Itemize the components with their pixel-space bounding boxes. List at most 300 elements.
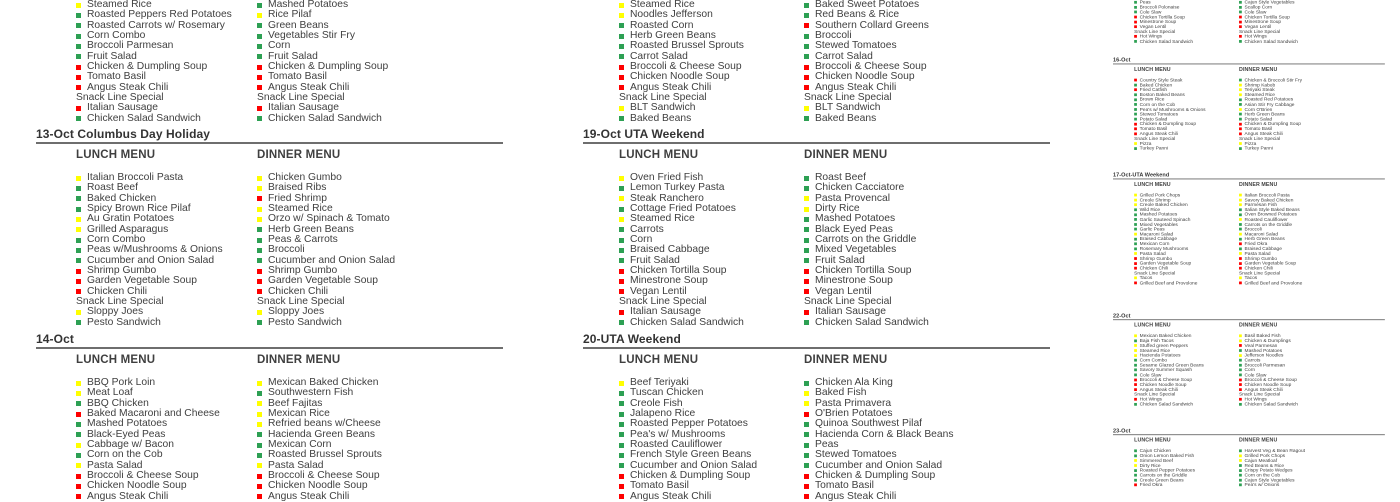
section-title: 16-Oct: [1113, 56, 1131, 64]
menu-item-label: Snack Line Special: [1134, 391, 1176, 398]
green-square-icon: [804, 381, 809, 386]
yellow-square-icon: [1239, 89, 1242, 92]
green-square-icon: [1134, 208, 1137, 211]
menu-item-label: Sloppy Joes: [87, 306, 144, 318]
green-square-icon: [76, 44, 81, 49]
yellow-square-icon: [76, 227, 81, 232]
red-square-icon: [76, 269, 81, 274]
menu-item-label: Fried Catfish: [1139, 87, 1168, 93]
menu-item-label: Baked Beans: [630, 112, 692, 124]
menu-item-label: Corn: [1244, 367, 1256, 373]
green-square-icon: [76, 23, 81, 28]
yellow-square-icon: [619, 3, 624, 8]
red-square-icon: [257, 196, 262, 201]
menu-item-label: Teriyaki Steak: [1244, 87, 1275, 93]
menu-item-label: Chicken Chili: [87, 285, 148, 297]
section-divider: [1113, 178, 1385, 179]
red-square-icon: [804, 85, 809, 90]
menu-item-label: Braised Cabbage: [1244, 245, 1282, 252]
dinner-item-list: [257, 378, 382, 502]
menu-item-label: Steamed Rice: [1244, 91, 1275, 98]
yellow-square-icon: [1239, 108, 1242, 111]
menu-item-label: Oven Browned Potatoes: [1244, 211, 1297, 218]
menu-item-label: Cucumber and Onion Salad: [815, 459, 943, 471]
menu-item-label: Steamed Rice: [630, 0, 695, 10]
menu-item-label: Herb Green Beans: [630, 30, 716, 42]
red-square-icon: [1239, 378, 1242, 381]
green-square-icon: [619, 207, 624, 212]
green-square-icon: [1134, 218, 1137, 221]
yellow-square-icon: [1239, 252, 1242, 255]
green-square-icon: [619, 248, 624, 253]
menu-item-label: Baja Fish Tacos: [1139, 337, 1174, 344]
green-square-icon: [257, 34, 262, 39]
red-square-icon: [76, 494, 81, 499]
lunch-item-list: [1134, 78, 1205, 151]
red-square-icon: [1239, 25, 1242, 28]
red-square-icon: [257, 106, 262, 111]
red-square-icon: [1134, 267, 1137, 270]
menu-item: [76, 492, 220, 502]
yellow-square-icon: [1239, 354, 1242, 357]
menu-item-label: Chicken Noodle Soup: [1244, 381, 1292, 388]
menu-item-label: Chicken Noodle Soup: [630, 71, 730, 83]
green-square-icon: [1239, 6, 1242, 9]
menu-item-label: Italian Sausage: [268, 102, 339, 114]
green-square-icon: [257, 453, 262, 458]
menu-item: [257, 318, 395, 328]
menu-item-label: Angus Steak Chili: [630, 81, 712, 93]
green-square-icon: [1239, 40, 1242, 43]
green-square-icon: [1134, 147, 1137, 150]
green-square-icon: [1134, 213, 1137, 216]
dinner-item-list: [1239, 0, 1298, 44]
red-square-icon: [804, 279, 809, 284]
green-square-icon: [257, 23, 262, 28]
menu-item-label: Creole Shrimp: [1139, 197, 1171, 203]
red-square-icon: [804, 75, 809, 80]
yellow-square-icon: [1239, 339, 1242, 342]
green-square-icon: [804, 116, 809, 121]
menu-item: [804, 114, 929, 124]
yellow-square-icon: [804, 106, 809, 111]
red-square-icon: [1134, 378, 1137, 381]
menu-item-label: Italian Broccoli Pasta: [1244, 192, 1290, 198]
red-square-icon: [76, 289, 81, 294]
menu-item-label: Quinoa Southwest Pilaf: [815, 418, 923, 430]
red-square-icon: [804, 484, 809, 489]
menu-item-label: Carrot Salad: [630, 50, 688, 62]
red-square-icon: [1134, 262, 1137, 265]
yellow-square-icon: [257, 412, 262, 417]
menu-item-label: Vegan Lentil: [630, 285, 687, 297]
menu-item-label: Tomato Basil: [630, 480, 689, 492]
menu-item-label: Cajun Meatloaf: [1244, 457, 1278, 464]
menu-item-label: Corn on the Cob: [1244, 472, 1281, 478]
menu-item-label: Jalapeno Rice: [630, 408, 696, 420]
green-square-icon: [619, 453, 624, 458]
green-square-icon: [1239, 113, 1242, 116]
menu-item-label: Minestrone Soup: [1139, 19, 1177, 25]
dinner-item-list: [257, 0, 388, 124]
menu-item-label: Chicken Salad Sandwich: [815, 316, 929, 328]
yellow-square-icon: [1134, 459, 1137, 462]
green-square-icon: [1239, 147, 1242, 150]
lunch-menu-heading: LUNCH MENU: [76, 149, 156, 161]
menu-item-label: Chicken Noodle Soup: [87, 480, 187, 492]
red-square-icon: [1239, 132, 1242, 135]
lunch-menu-heading: LUNCH MENU: [619, 149, 699, 161]
green-square-icon: [1134, 40, 1137, 43]
menu-item-label: Chicken & Dumplings: [1244, 337, 1291, 344]
green-square-icon: [619, 422, 624, 427]
green-square-icon: [1134, 339, 1137, 342]
menu-item-label: Corn on the Cob: [87, 449, 163, 461]
green-square-icon: [804, 453, 809, 458]
menu-item-label: Fried Okra: [1139, 482, 1163, 488]
green-square-icon: [804, 3, 809, 8]
menu-headers: [1113, 322, 1385, 328]
menu-item-label: Tomato Basil: [268, 71, 327, 83]
menu-item-label: Pesto Sandwich: [87, 316, 161, 328]
menu-item-label: Mexican Rice: [268, 408, 330, 420]
lunch-item-list: [1134, 449, 1195, 488]
menu-item-label: Roasted Peppers Red Potatoes: [87, 9, 232, 21]
yellow-square-icon: [76, 310, 81, 315]
menu-item-label: Chicken Salad Sandwich: [87, 112, 201, 124]
menu-item-label: Stewed Tomatoes: [1139, 111, 1178, 117]
menu-item-label: Broccoli Parmesan: [87, 40, 174, 52]
menu-item-label: Angus Steak Chili: [268, 81, 350, 93]
section-title: 13-Oct Columbus Day Holiday: [36, 127, 211, 141]
red-square-icon: [804, 310, 809, 315]
red-square-icon: [257, 289, 262, 294]
menu-item-label: Grilled Beef and Provolone: [1244, 279, 1303, 286]
green-square-icon: [257, 116, 262, 121]
menu-item-label: Baked Chicken: [1139, 82, 1173, 88]
menu-item-label: Snack Line Special: [1239, 270, 1281, 276]
red-square-icon: [1134, 128, 1137, 131]
menu-item-label: Pea's w/ Onions: [1244, 482, 1280, 488]
menu-item-label: Hacienda Green Beans: [268, 428, 376, 440]
red-square-icon: [76, 484, 81, 489]
red-square-icon: [1239, 388, 1242, 391]
menu-item-label: Cucumber and Onion Salad: [630, 459, 758, 471]
menu-item-label: Basil Baked Fish: [1244, 333, 1281, 339]
menu-item-label: Peas w/Mushrooms & Onions: [87, 244, 223, 256]
menu-item-label: Tomato Basil: [1139, 126, 1168, 132]
menu-item-label: Cajun Style Vegetables: [1244, 0, 1295, 6]
green-square-icon: [619, 258, 624, 263]
menu-item-label: Asian Stir Fry Cabbage: [1244, 101, 1295, 108]
menu-item: [76, 114, 232, 124]
menu-item-label: Baked Macaroni and Cheese: [87, 408, 220, 420]
menu-item-label: Mashed Potatoes: [815, 213, 896, 225]
green-square-icon: [619, 391, 624, 396]
menu-item-label: Chicken & Dumpling Soup: [1244, 121, 1301, 127]
dinner-item-list: [804, 173, 929, 328]
menu-item-label: Herb Green Beans: [1244, 236, 1285, 242]
red-square-icon: [804, 23, 809, 28]
green-square-icon: [619, 238, 624, 243]
menu-item-label: Corn Combo: [1139, 357, 1168, 363]
green-square-icon: [1239, 474, 1242, 477]
section-divider: [36, 347, 503, 349]
red-square-icon: [1239, 262, 1242, 265]
menu-section-13-oct-columbus-day-holiday: [36, 127, 503, 328]
menu-item: [1239, 39, 1298, 44]
red-square-icon: [1134, 282, 1137, 285]
menu-item-label: Chicken Tortilla Soup: [630, 265, 727, 277]
menu-item-label: Shrimp Gumbo: [268, 265, 338, 277]
yellow-square-icon: [1134, 277, 1137, 280]
menu-item-label: Snack Line Special: [1239, 135, 1281, 142]
red-square-icon: [804, 269, 809, 274]
green-square-icon: [76, 258, 81, 263]
menu-item: [1134, 402, 1204, 407]
green-square-icon: [1134, 113, 1137, 116]
menu-item-label: Chicken Chili: [268, 285, 329, 297]
green-square-icon: [76, 453, 81, 458]
red-square-icon: [257, 484, 262, 489]
red-square-icon: [1134, 16, 1137, 19]
menu-item-label: Grilled Asparagus: [87, 223, 169, 235]
green-square-icon: [257, 432, 262, 437]
lunch-menu-heading: LUNCH MENU: [76, 354, 156, 366]
menu-item-label: Snack Line Special: [76, 92, 164, 104]
green-square-icon: [1239, 450, 1242, 453]
menu-item-label: Broccoli & Cheese Soup: [87, 470, 199, 482]
menu-item-label: Cole Slaw: [1244, 9, 1267, 15]
menu-item-label: Carrots on the Griddle: [1244, 221, 1293, 228]
green-square-icon: [619, 320, 624, 325]
menu-item-label: Broccoli & Cheese Soup: [1139, 376, 1193, 383]
menu-item-label: Hot Wings: [1244, 396, 1267, 402]
menu-item-label: Rice Pilaf: [268, 9, 312, 21]
menu-item-label: Chicken Ala King: [815, 377, 893, 388]
menu-item-label: Angus Steak Chili: [1139, 386, 1178, 393]
green-square-icon: [1239, 479, 1242, 482]
menu-item-label: Corn Combo: [87, 234, 146, 246]
green-square-icon: [76, 401, 81, 406]
menu-item-label: Carrots: [630, 223, 664, 235]
menu-item-label: Mixed Vegetables: [815, 244, 897, 256]
menu-item-label: Jefferson Noodles: [1244, 352, 1284, 359]
green-square-icon: [1134, 369, 1137, 372]
menu-item-label: Chicken & Dumpling Soup: [87, 61, 208, 73]
green-square-icon: [804, 217, 809, 222]
menu-item-label: Roasted Cauliflower: [1244, 216, 1288, 223]
yellow-square-icon: [257, 463, 262, 468]
green-square-icon: [1134, 479, 1137, 482]
menu-item-label: Mexican Baked Chicken: [268, 377, 379, 388]
green-square-icon: [804, 227, 809, 232]
menu-item-label: Garlic Sauteed Spinach: [1139, 216, 1191, 223]
menu-item-label: Chicken & Dumpling Soup: [815, 470, 936, 482]
menu-item-label: Italian Sausage: [630, 306, 701, 318]
dinner-menu-heading: DINNER MENU: [1239, 66, 1278, 73]
red-square-icon: [1239, 257, 1242, 260]
menu-item-label: Corn on the Cob: [1139, 101, 1176, 108]
green-square-icon: [257, 391, 262, 396]
menu-item-label: Meat Loaf: [87, 387, 133, 399]
lunch-menu-heading: LUNCH MENU: [1134, 437, 1171, 443]
green-square-icon: [619, 54, 624, 59]
green-square-icon: [804, 44, 809, 49]
menu-item: [76, 318, 223, 328]
menu-column-left: [36, 0, 503, 500]
green-square-icon: [1134, 469, 1137, 472]
menu-item-label: Fruit Salad: [630, 254, 680, 266]
menu-item-label: Carrot Salad: [815, 50, 873, 62]
yellow-square-icon: [804, 207, 809, 212]
menu-item-label: Carrots on the Griddle: [1139, 472, 1188, 478]
menu-item-label: Cajun Chicken: [1139, 448, 1172, 454]
menu-item-label: Italian Sausage: [87, 102, 158, 114]
green-square-icon: [1239, 369, 1242, 372]
menu-item-label: Baked Chicken: [87, 192, 157, 204]
menu-item-label: Snack Line Special: [257, 296, 345, 308]
menu-item-label: Rosemary Mushrooms: [1139, 245, 1189, 252]
red-square-icon: [1239, 243, 1242, 246]
yellow-square-icon: [1239, 218, 1242, 221]
yellow-square-icon: [1134, 335, 1137, 338]
menu-item-label: Shrimp Kabob: [1244, 82, 1276, 88]
lunch-item-list: [619, 378, 757, 502]
menu-item-label: Steamed Rice: [630, 213, 695, 225]
yellow-square-icon: [1239, 459, 1242, 462]
yellow-square-icon: [804, 196, 809, 201]
yellow-square-icon: [1239, 194, 1242, 197]
menu-item-label: Herb Green Beans: [268, 223, 354, 235]
yellow-square-icon: [1134, 194, 1137, 197]
green-square-icon: [1134, 103, 1137, 106]
menu-item: [257, 492, 382, 502]
menu-item-label: Pasta Salad: [268, 459, 324, 471]
menu-item-label: Tomato Basil: [815, 480, 874, 492]
green-square-icon: [1134, 454, 1137, 457]
green-square-icon: [1239, 208, 1242, 211]
sidebar-scaled-content: [1113, 0, 1385, 501]
menu-item-label: Savory Baked Chicken: [1244, 197, 1294, 203]
menu-item-label: Chicken & Broccoli Stir Fry: [1244, 77, 1303, 83]
menu-item-label: Minestrone Soup: [815, 275, 893, 287]
menu-item-label: Pizza: [1139, 140, 1152, 147]
menu-item-label: Steamed Rice: [268, 203, 333, 215]
yellow-square-icon: [1134, 233, 1137, 236]
green-square-icon: [76, 422, 81, 427]
yellow-square-icon: [619, 217, 624, 222]
dinner-menu-heading: DINNER MENU: [1239, 437, 1278, 443]
menu-item-label: Snack Line Special: [1134, 28, 1176, 35]
menu-item-label: Cottage Fried Potatoes: [630, 203, 736, 215]
menu-item-label: Creole Green Beans: [1139, 477, 1184, 483]
red-square-icon: [257, 269, 262, 274]
menu-item-label: Green Beans: [268, 19, 329, 31]
green-square-icon: [804, 422, 809, 427]
menu-item-label: Chicken Salad Sandwich: [1244, 38, 1298, 45]
red-square-icon: [619, 289, 624, 294]
menu-item-label: Cajun Style Vegetables: [1244, 477, 1295, 483]
menu-item-label: Sesame Glazed Green Beans: [1139, 362, 1204, 368]
menu-item-label: Vegan Lentil: [1139, 23, 1167, 30]
red-square-icon: [1134, 257, 1137, 260]
red-square-icon: [1134, 35, 1137, 38]
section-title: 23-Oct: [1113, 427, 1131, 434]
green-square-icon: [257, 320, 262, 325]
menu-item-label: Garden Vegetable Soup: [268, 275, 378, 287]
menu-item-label: Southern Collard Greens: [815, 19, 929, 31]
red-square-icon: [1239, 344, 1242, 347]
menu-item-label: Savory Summer Squash: [1139, 367, 1193, 373]
menu-item: [1134, 146, 1205, 151]
green-square-icon: [76, 238, 81, 243]
menu-item-label: Chicken Salad Sandwich: [1139, 38, 1194, 45]
menu-item-label: Angus Steak Chili: [87, 490, 169, 502]
menu-item-label: Red Beans & Rice: [815, 9, 900, 21]
menu-item-label: Corn O'Brien: [1244, 106, 1273, 113]
green-square-icon: [76, 320, 81, 325]
menu-item-label: Snack Line Special: [1134, 135, 1176, 142]
green-square-icon: [1239, 103, 1242, 106]
menu-item-label: Red Beans & Rice: [1244, 462, 1285, 469]
lunch-item-list: [76, 378, 220, 502]
menu-headers: [1113, 67, 1385, 73]
green-square-icon: [76, 432, 81, 437]
yellow-square-icon: [1134, 199, 1137, 202]
menu-item-label: Southwestern Fish: [268, 387, 354, 399]
menu-item-label: Mixed Vegetables: [1139, 221, 1178, 228]
menu-item-label: Steak Ranchero: [630, 192, 704, 204]
red-square-icon: [257, 494, 262, 499]
menu-item-label: Angus Steak Chili: [1244, 386, 1283, 393]
green-square-icon: [76, 248, 81, 253]
menu-item-label: Country Style Steak: [1139, 77, 1183, 83]
yellow-square-icon: [1239, 335, 1242, 338]
green-square-icon: [804, 34, 809, 39]
menu-item-label: Cucumber and Onion Salad: [268, 254, 396, 266]
menu-item-label: Snack Line Special: [1239, 391, 1281, 398]
lunch-item-list: [1134, 0, 1193, 44]
menu-item-label: Roasted Brussel Sprouts: [268, 449, 382, 461]
green-square-icon: [804, 443, 809, 448]
menu-item-label: Dirty Rice: [1139, 462, 1161, 469]
green-square-icon: [804, 13, 809, 18]
menu-item-label: Cole Slaw: [1244, 372, 1267, 378]
red-square-icon: [619, 310, 624, 315]
menu-item-label: Broccoli: [268, 244, 305, 256]
menu-item-label: Pea's w/ Mushrooms: [630, 428, 726, 440]
green-square-icon: [1134, 238, 1137, 241]
green-square-icon: [619, 116, 624, 121]
red-square-icon: [619, 484, 624, 489]
menu-item-label: O'Brien Potatoes: [815, 408, 893, 420]
yellow-square-icon: [1239, 204, 1242, 207]
menu-item: [1134, 280, 1197, 285]
menu-item: [1239, 402, 1298, 407]
lunch-item-list: [76, 173, 223, 328]
dinner-menu-heading: DINNER MENU: [1239, 181, 1278, 188]
menu-item-label: Chicken Noodle Soup: [1139, 381, 1187, 388]
menu-item-label: Chicken & Dumpling Soup: [268, 61, 389, 73]
red-square-icon: [1134, 132, 1137, 135]
menu-item-label: Baked Beans: [815, 112, 877, 124]
menu-item-label: Grilled Pork Chops: [1139, 192, 1181, 198]
green-square-icon: [1239, 374, 1242, 377]
menu-headers: [36, 149, 503, 162]
menu-item-label: BLT Sandwich: [630, 102, 696, 114]
green-square-icon: [804, 238, 809, 243]
